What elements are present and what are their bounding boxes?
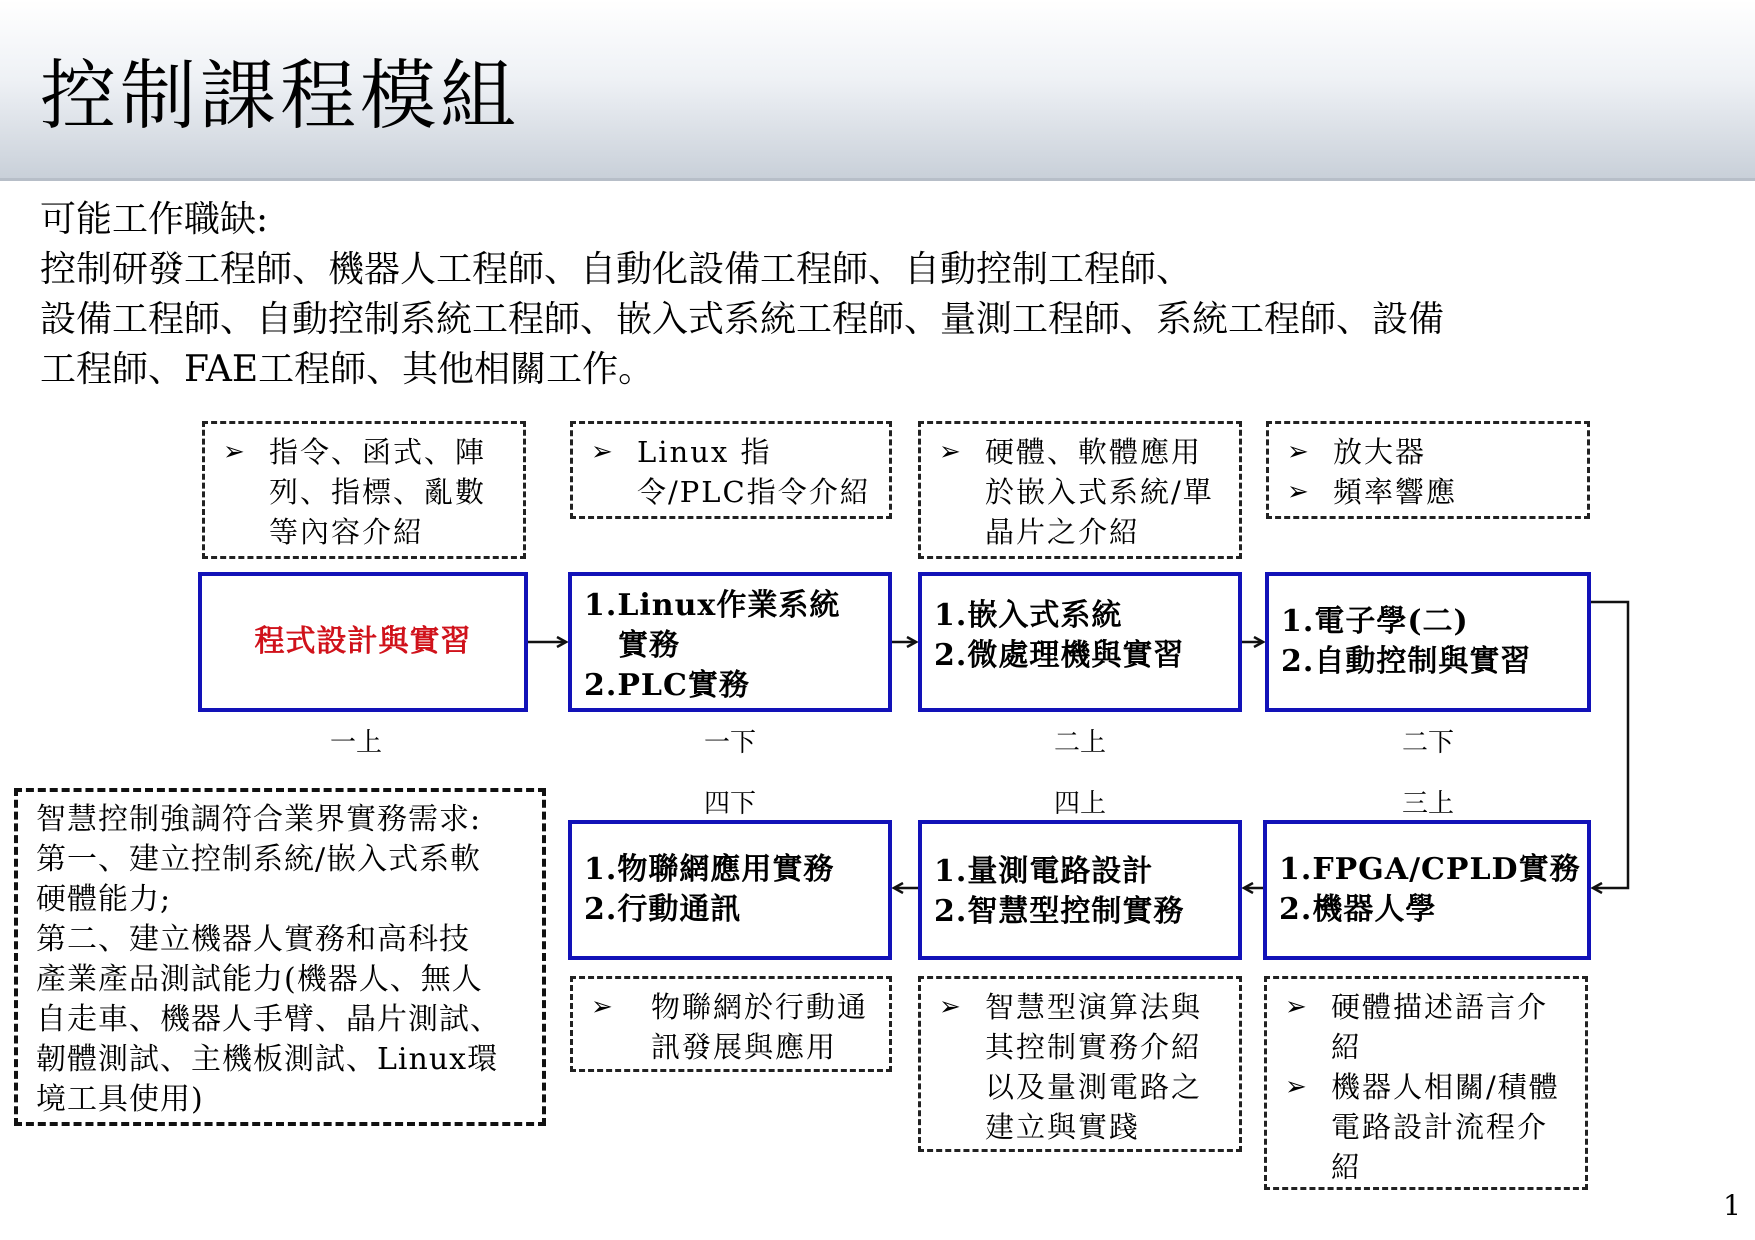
topic-item: 機器人相關/積體電路設計流程介紹 bbox=[1331, 1070, 1560, 1184]
course-item: 2.機器人學 bbox=[1279, 892, 1437, 927]
job-openings-line: 工程師、FAE工程師、其他相關工作。 bbox=[40, 349, 655, 390]
bullet-arrow-icon: ➢ bbox=[591, 992, 615, 1022]
bullet-arrow-icon: ➢ bbox=[1287, 477, 1311, 507]
summary-line: 境工具使用) bbox=[36, 1082, 204, 1117]
semester-label: 四上 bbox=[1053, 789, 1106, 819]
topic-item: 放大器 bbox=[1333, 435, 1427, 469]
page-number: 1 bbox=[1723, 1189, 1741, 1222]
course-item: 實務 bbox=[618, 628, 680, 663]
course-item: 程式設計與實習 bbox=[254, 624, 472, 659]
course-item: 2.自動控制與實習 bbox=[1281, 644, 1532, 679]
summary-line: 第二、建立機器人實務和高科技 bbox=[36, 922, 470, 957]
bullet-arrow-icon: ➢ bbox=[591, 437, 615, 467]
summary-line: 第一、建立控制系統/嵌入式系軟 bbox=[36, 842, 482, 877]
topic-item: 頻率響應 bbox=[1333, 475, 1458, 509]
topic-item: 硬體、軟體應用於嵌入式系統/單晶片之介紹 bbox=[985, 435, 1214, 549]
summary-line: 智慧控制強調符合業界實務需求: bbox=[36, 802, 482, 837]
course-item: 2.行動通訊 bbox=[584, 892, 742, 927]
course-item: 1.嵌入式系統 bbox=[934, 598, 1123, 633]
course-item: 1.電子學(二) bbox=[1281, 604, 1469, 639]
course-item: 1.FPGA/CPLD實務 bbox=[1279, 852, 1581, 887]
semester-label: 一上 bbox=[329, 728, 382, 758]
slide-title: 控制課程模組 bbox=[40, 51, 520, 140]
topic-item: 指令、函式、陣列、指標、亂數等內容介紹 bbox=[269, 435, 487, 549]
summary-line: 產業產品測試能力(機器人、無人 bbox=[36, 962, 483, 997]
summary-line: 硬體能力; bbox=[36, 882, 172, 917]
job-openings-line: 控制研發工程師、機器人工程師、自動化設備工程師、自動控制工程師、 bbox=[40, 249, 1193, 290]
topic-item: 智慧型演算法與其控制實務介紹以及量測電路之建立與實踐 bbox=[985, 990, 1203, 1144]
bullet-arrow-icon: ➢ bbox=[1287, 437, 1311, 467]
bullet-arrow-icon: ➢ bbox=[1285, 992, 1309, 1022]
summary-line: 自走車、機器人手臂、晶片測試、 bbox=[36, 1002, 501, 1037]
semester-label: 一下 bbox=[703, 728, 756, 758]
topic-item: 硬體描述語言介紹 bbox=[1331, 990, 1549, 1064]
bullet-arrow-icon: ➢ bbox=[939, 437, 963, 467]
bullet-arrow-icon: ➢ bbox=[223, 437, 247, 467]
course-item: 2.微處理機與實習 bbox=[934, 638, 1185, 673]
job-openings-line: 設備工程師、自動控制系統工程師、嵌入式系統工程師、量測工程師、系統工程師、設備 bbox=[40, 299, 1445, 340]
course-item: 1.Linux作業系統 bbox=[584, 588, 841, 623]
summary-line: 韌體測試、主機板測試、Linux環 bbox=[36, 1042, 499, 1077]
bullet-arrow-icon: ➢ bbox=[1285, 1072, 1309, 1102]
topic-item: Linux 指令/PLC指令介紹 bbox=[637, 435, 871, 509]
arrow-c4-c5 bbox=[1591, 602, 1628, 888]
semester-label: 二上 bbox=[1053, 728, 1106, 758]
course-item: 1.量測電路設計 bbox=[934, 854, 1154, 889]
semester-label: 三上 bbox=[1401, 789, 1454, 819]
course-item: 1.物聯網應用實務 bbox=[584, 852, 835, 887]
topic-item: 物聯網於行動通訊發展與應用 bbox=[651, 990, 869, 1064]
semester-label: 二下 bbox=[1401, 728, 1454, 758]
job-openings-heading: 可能工作職缺: bbox=[40, 199, 269, 240]
bullet-arrow-icon: ➢ bbox=[939, 992, 963, 1022]
semester-label: 四下 bbox=[703, 789, 756, 819]
course-item: 2.智慧型控制實務 bbox=[934, 894, 1185, 929]
course-item: 2.PLC實務 bbox=[584, 668, 750, 703]
